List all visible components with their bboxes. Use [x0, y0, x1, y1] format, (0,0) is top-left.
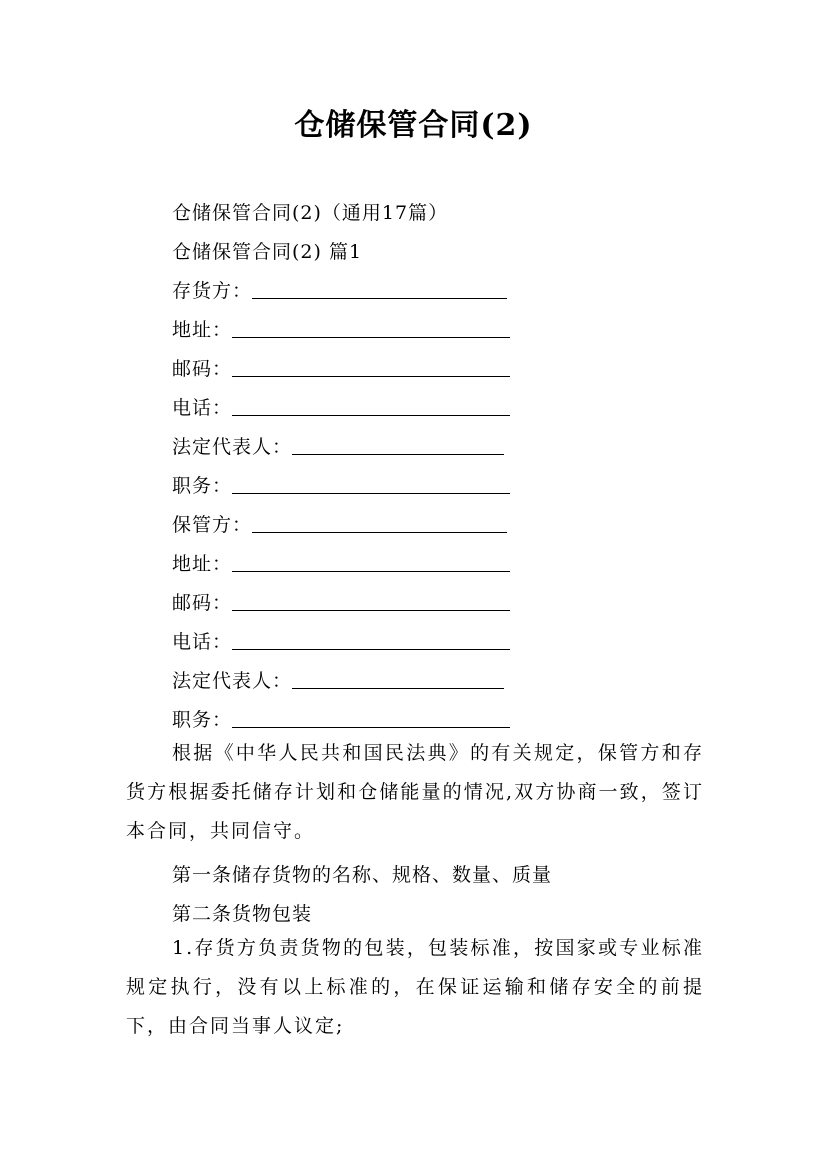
keeper-address-label: 地址： — [172, 553, 233, 575]
depositor-address-row — [172, 315, 510, 342]
intro-paragraph: 根据《中华人民共和国民法典》的有关规定，保管方和存货方根据委托储存计划和仓储能量的情况,双方协商一致，签订本合同，共同信守。 — [126, 742, 704, 842]
keeper-postcode-label: 邮码： — [172, 592, 233, 614]
depositor-position-blank[interactable] — [232, 475, 510, 494]
keeper-address-blank[interactable] — [232, 553, 510, 572]
document-subtitle: 仓储保管合同(2)（通用17篇） — [172, 202, 449, 224]
depositor-rep-blank[interactable] — [292, 436, 504, 455]
depositor-rep-label: 法定代表人： — [172, 436, 293, 458]
depositor-phone-label: 电话： — [172, 397, 233, 419]
keeper-phone-row — [172, 627, 510, 654]
depositor-party-blank[interactable] — [252, 280, 507, 299]
depositor-party-row — [172, 276, 507, 303]
document-title: 仓储保管合同(2) — [294, 108, 533, 143]
depositor-address-label: 地址： — [172, 319, 233, 341]
keeper-postcode-row — [172, 588, 510, 615]
depositor-party-label: 存货方： — [172, 280, 253, 302]
depositor-address-blank[interactable] — [232, 319, 510, 338]
keeper-party-blank[interactable] — [252, 514, 507, 533]
keeper-position-row — [172, 705, 510, 732]
depositor-position-label: 职务： — [172, 475, 233, 497]
keeper-phone-blank[interactable] — [232, 631, 510, 650]
keeper-position-label: 职务： — [172, 709, 233, 731]
depositor-phone-row — [172, 393, 510, 420]
depositor-position-row — [172, 471, 510, 498]
depositor-phone-blank[interactable] — [232, 397, 510, 416]
depositor-postcode-row — [172, 354, 510, 381]
depositor-postcode-label: 邮码： — [172, 358, 233, 380]
article-2-item-1: 1.存货方负责货物的包装，包装标准，按国家或专业标准规定执行，没有以上标准的，在保证运输和储存安全的前提下，由合同当事人议定; — [126, 937, 704, 1037]
keeper-phone-label: 电话： — [172, 631, 233, 653]
keeper-postcode-blank[interactable] — [232, 592, 510, 611]
depositor-postcode-blank[interactable] — [232, 358, 510, 377]
article-1-heading: 第一条储存货物的名称、规格、数量、质量 — [172, 864, 553, 886]
keeper-address-row — [172, 549, 510, 576]
keeper-rep-row — [172, 666, 504, 693]
keeper-rep-blank[interactable] — [292, 670, 504, 689]
section-heading: 仓储保管合同(2) 篇1 — [172, 241, 363, 263]
keeper-party-label: 保管方： — [172, 514, 253, 536]
keeper-rep-label: 法定代表人： — [172, 670, 293, 692]
depositor-rep-row — [172, 432, 504, 459]
keeper-party-row — [172, 510, 507, 537]
article-2-heading: 第二条货物包装 — [172, 903, 313, 925]
keeper-position-blank[interactable] — [232, 709, 510, 728]
